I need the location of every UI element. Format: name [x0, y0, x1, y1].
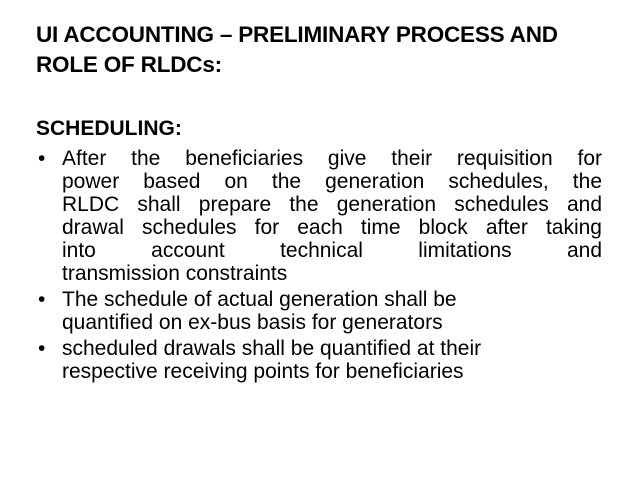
- bullet-icon: •: [38, 288, 46, 311]
- bullet-icon: •: [38, 147, 46, 170]
- slide-body: [36, 114, 602, 386]
- slide-title: [36, 20, 616, 80]
- bullet-icon: •: [38, 337, 46, 360]
- bullet-line: scheduled drawals shall be quantified at their: [62, 337, 482, 360]
- bullet-line: transmission constraints: [62, 262, 288, 285]
- list-item: [36, 337, 602, 383]
- list-item: [36, 288, 602, 334]
- bullet-line: into account technical limitations and: [62, 239, 602, 262]
- bullet-line: drawal schedules for each time block after taking: [62, 216, 602, 239]
- bullet-text: [62, 337, 602, 383]
- bullet-line: The schedule of actual generation shall be: [62, 288, 457, 311]
- bullet-list: [36, 147, 602, 383]
- bullet-line: After the beneficiaries give their requisition for: [62, 147, 602, 170]
- bullet-text: [62, 288, 602, 334]
- bullet-line: power based on the generation schedules, the: [62, 170, 602, 193]
- section-heading: SCHEDULING:: [36, 117, 182, 140]
- list-item: [36, 147, 602, 285]
- bullet-text: [62, 147, 602, 285]
- bullet-line: RLDC shall prepare the generation schedules and: [62, 193, 602, 216]
- slide-title-line-1: UI ACCOUNTING – PRELIMINARY PROCESS AND: [36, 22, 558, 47]
- bullet-line: quantified on ex-bus basis for generators: [62, 311, 443, 334]
- slide-title-line-2: ROLE OF RLDCs:: [36, 52, 222, 77]
- bullet-line: respective receiving points for beneficiaries: [62, 360, 464, 383]
